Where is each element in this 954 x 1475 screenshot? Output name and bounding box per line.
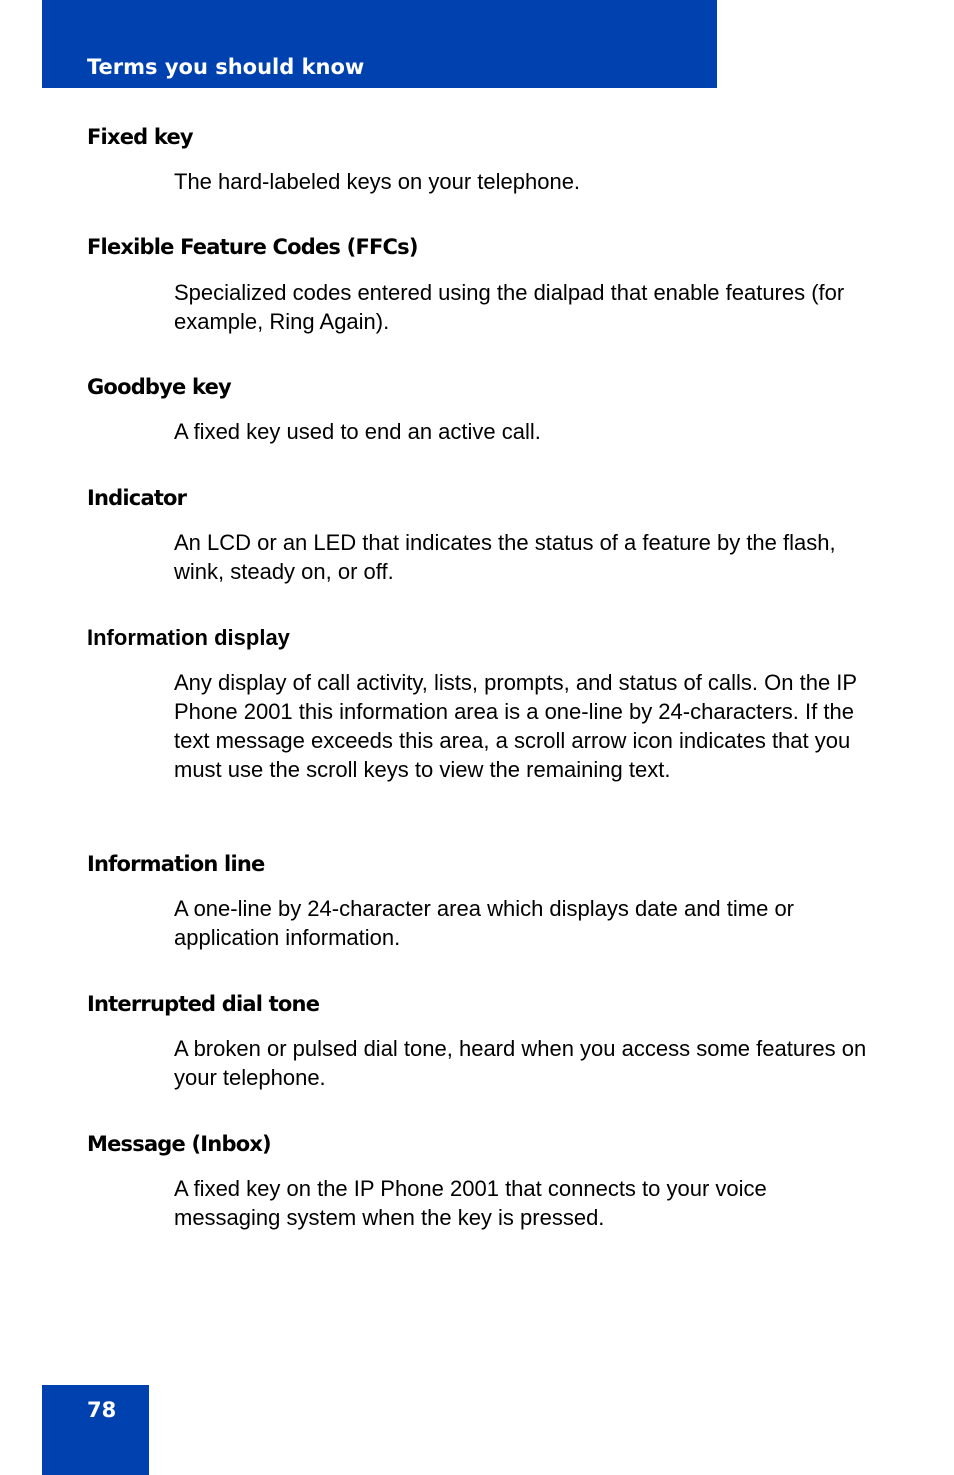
glossary-term: Information line	[87, 852, 265, 876]
page-number: 78	[87, 1398, 117, 1422]
glossary-term: Flexible Feature Codes (FFCs)	[87, 235, 418, 259]
glossary-definition: A one-line by 24-character area which displays date and time or application information.	[174, 896, 795, 950]
glossary-definition: Specialized codes entered using the dialpad that enable features (for example, Ring Again).	[174, 280, 845, 334]
glossary-definition: The hard-labeled keys on your telephone.	[174, 169, 581, 194]
glossary-term: Indicator	[87, 486, 187, 510]
glossary-definition: An LCD or an LED that indicates the status of a feature by the flash, wink, steady on, or off.	[174, 530, 836, 584]
glossary-term: Goodbye key	[87, 375, 231, 399]
glossary-term: Information display	[87, 625, 290, 650]
section-title: Terms you should know	[87, 55, 365, 79]
glossary-definition: A fixed key used to end an active call.	[174, 419, 541, 444]
glossary-definition: Any display of call activity, lists, prompts, and status of calls. On the IP Phone 2001 this information area is a one-line by 24-characters. If the text message exceeds this area, a scroll arrow icon indicates that you must use the scroll keys to view the remaining text.	[174, 670, 857, 782]
glossary-term: Interrupted dial tone	[87, 992, 320, 1016]
page-number-box	[42, 1385, 149, 1475]
glossary-term: Message (Inbox)	[87, 1132, 271, 1156]
glossary-definition: A broken or pulsed dial tone, heard when you access some features on your telephone.	[174, 1036, 867, 1090]
glossary-term: Fixed key	[87, 125, 193, 149]
glossary-definition: A fixed key on the IP Phone 2001 that connects to your voice messaging system when the key is pressed.	[174, 1176, 767, 1230]
header-bar	[42, 0, 717, 88]
